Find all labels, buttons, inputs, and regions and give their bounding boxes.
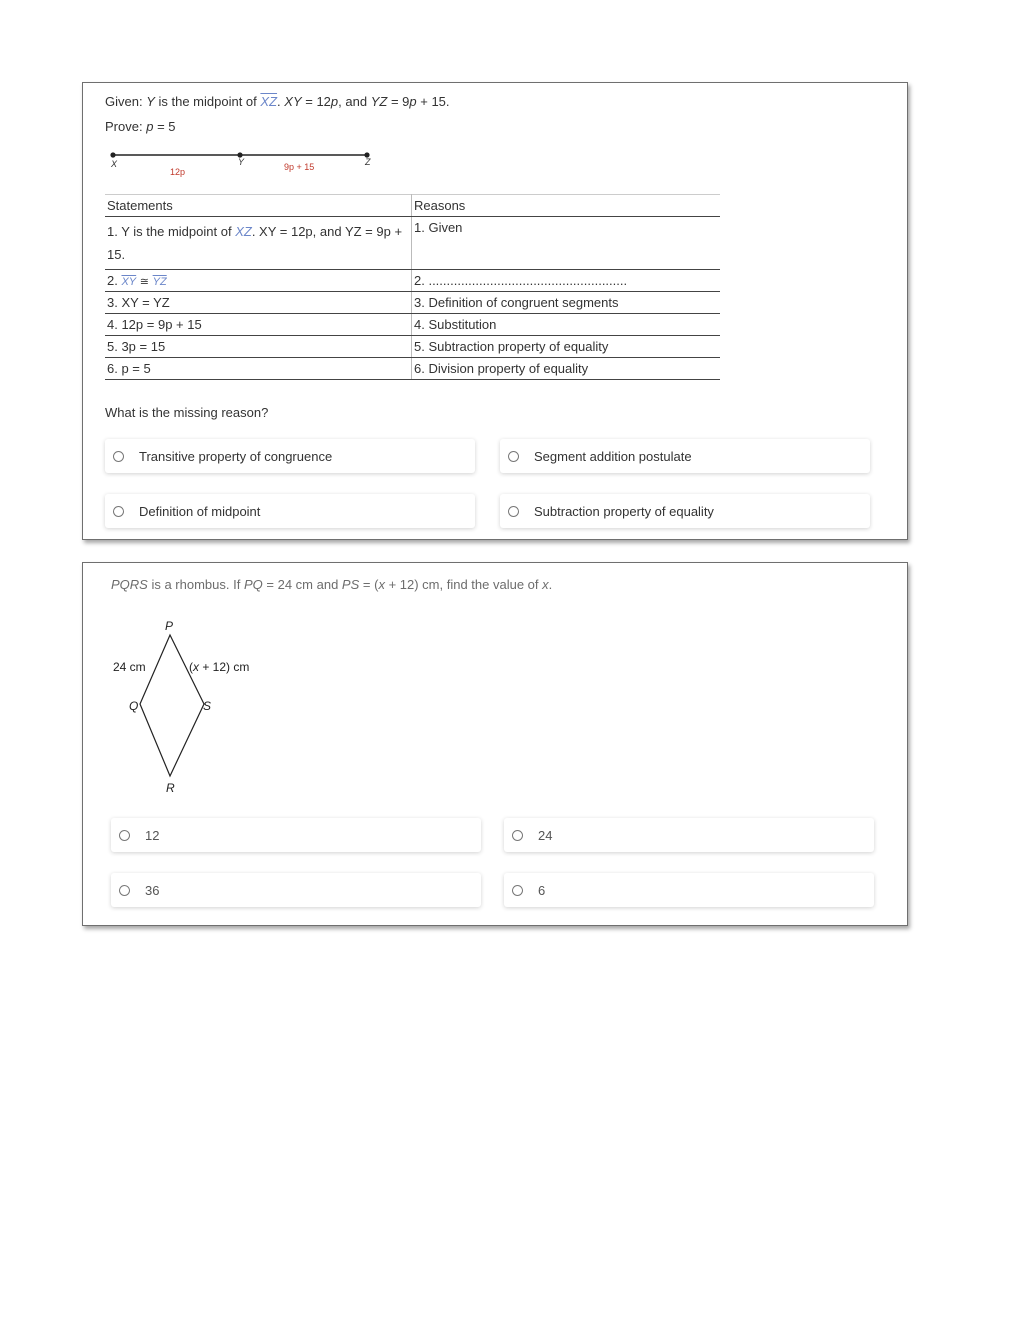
question-card-1 [82, 82, 908, 540]
radio-circle-icon[interactable] [119, 885, 130, 896]
reason-cell: 1. Given [412, 217, 721, 270]
segment-diagram [103, 145, 383, 181]
option-label: 36 [145, 883, 160, 898]
radio-circle-icon[interactable] [512, 830, 523, 841]
proof-row [105, 217, 720, 270]
option-label: Subtraction property of equality [534, 504, 714, 519]
statement-cell: 3. XY = YZ [105, 292, 412, 314]
radio-circle-icon[interactable] [113, 506, 124, 517]
reason-cell: 4. Substitution [412, 314, 721, 336]
answer-option[interactable] [105, 494, 475, 528]
vertex-r: R [166, 781, 175, 795]
reason-cell: 5. Subtraction property of equality [412, 336, 721, 358]
radio-circle-icon[interactable] [512, 885, 523, 896]
statement-cell: 5. 3p = 15 [105, 336, 412, 358]
reasons-header: Reasons [412, 195, 721, 217]
vertex-p: P [165, 619, 174, 633]
proof-table [105, 194, 720, 380]
point-x [110, 152, 115, 157]
proof-row [105, 292, 720, 314]
side-pq-label: 24 cm [113, 660, 146, 674]
answer-option[interactable] [105, 439, 475, 473]
proof-row [105, 336, 720, 358]
label-z: Z [365, 157, 371, 167]
statement-cell: 2. $\overline{XY}$ ≅ $\overline{YZ}$ [105, 270, 412, 292]
statement-cell: 6. p = 5 [105, 358, 412, 380]
statements-header: Statements [105, 195, 412, 217]
answer-option[interactable] [500, 439, 870, 473]
proof-row [105, 270, 720, 292]
question-card-2 [82, 562, 908, 926]
answer-option[interactable] [504, 818, 874, 852]
label-xy: 12p [170, 167, 186, 177]
answer-option[interactable] [500, 494, 870, 528]
proof-row [105, 314, 720, 336]
statement-cell: 1. Y is the midpoint of XZ. XY = 12p, and YZ = 9p + 15. [105, 217, 412, 270]
rhombus-figure [103, 615, 303, 795]
answer-option[interactable] [111, 873, 481, 907]
reason-cell: 6. Division property of equality [412, 358, 721, 380]
vertex-q: Q [129, 699, 139, 713]
statement-cell: 4. 12p = 9p + 15 [105, 314, 412, 336]
radio-circle-icon[interactable] [508, 506, 519, 517]
label-x: X [111, 159, 118, 169]
reason-cell: 2. ....................................................... [412, 270, 721, 292]
question-text: What is the missing reason? [105, 405, 269, 420]
vertex-s: S [203, 699, 212, 713]
label-y: Y [238, 157, 245, 167]
given-statement: Given: Y is the midpoint of $\overline{XZ}$. XY = 12p, and YZ = 9p + 15. [105, 94, 450, 109]
radio-circle-icon[interactable] [508, 451, 519, 462]
option-label: 24 [538, 828, 553, 843]
side-ps-label: (x + 12) cm [189, 660, 250, 674]
prove-statement: Prove: p = 5 [105, 119, 176, 134]
answer-option[interactable] [111, 818, 481, 852]
rhombus-prompt: PQRS is a rhombus. If PQ = 24 cm and PS = (x + 12) cm, find the value of x. [111, 577, 553, 592]
option-label: Transitive property of congruence [139, 449, 333, 464]
option-label: Definition of midpoint [139, 504, 261, 519]
reason-cell: 3. Definition of congruent segments [412, 292, 721, 314]
option-label: 6 [538, 883, 546, 898]
option-label: 12 [145, 828, 160, 843]
proof-header-row [105, 195, 720, 217]
label-yz: 9p + 15 [284, 162, 315, 172]
answer-option[interactable] [504, 873, 874, 907]
rhombus-shape [140, 635, 204, 776]
option-label: Segment addition postulate [534, 449, 692, 464]
radio-circle-icon[interactable] [113, 451, 124, 462]
radio-circle-icon[interactable] [119, 830, 130, 841]
proof-row [105, 358, 720, 380]
